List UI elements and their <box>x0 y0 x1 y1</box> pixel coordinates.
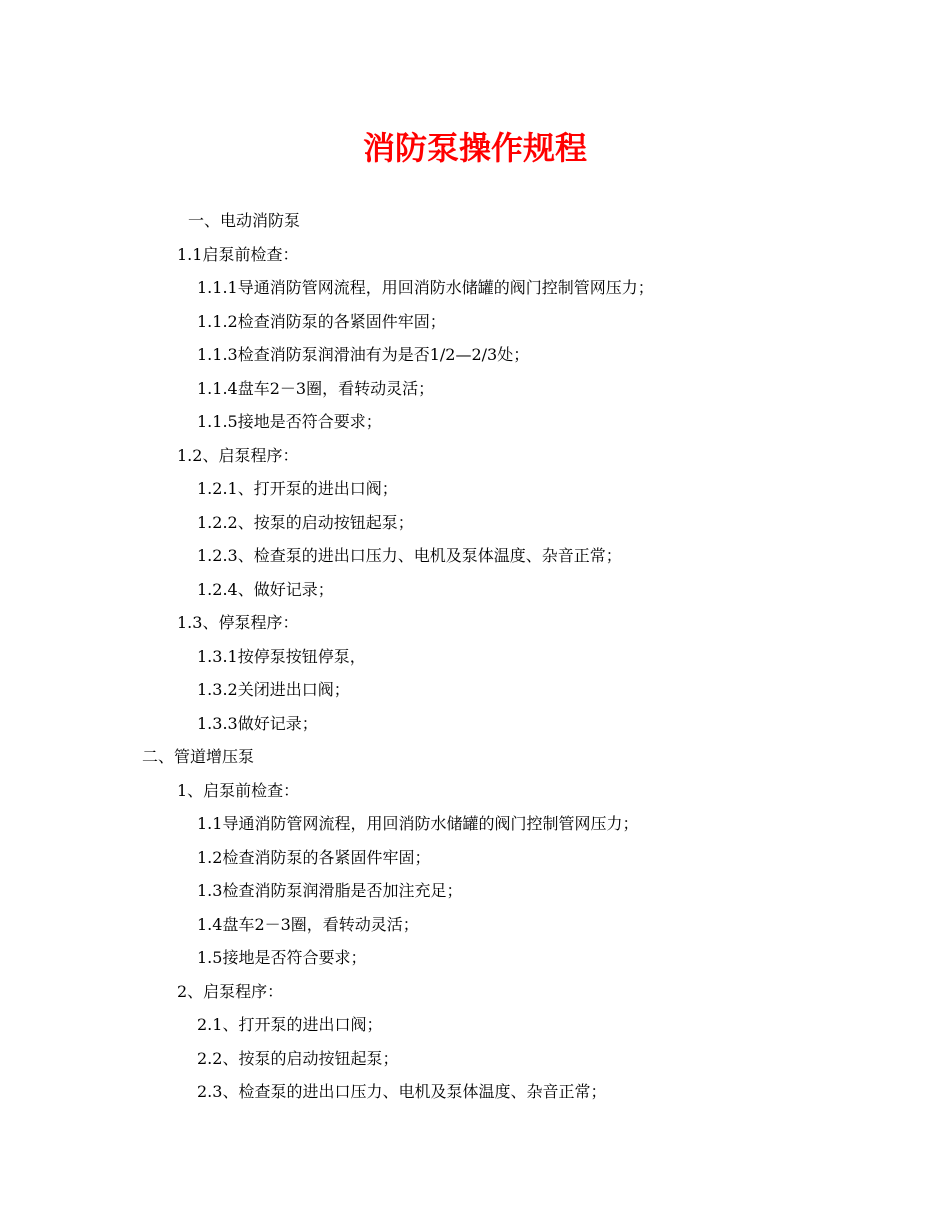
list-item: 1.3.3做好记录； <box>197 713 318 733</box>
list-item: 1.2.1、打开泵的进出口阀； <box>197 479 398 498</box>
section-heading: 二、管道增压泵 <box>142 747 255 766</box>
list-item: 1.2检查消防泵的各紧固件牢固； <box>197 847 431 867</box>
list-item: 2.1、打开泵的进出口阀； <box>197 1015 383 1034</box>
list-item: 2.3、检查泵的进出口压力、电机及泵体温度、杂音正常； <box>197 1082 607 1101</box>
list-item: 1.1.5接地是否符合要求； <box>197 412 382 431</box>
section-heading: 1.2、启泵程序： <box>177 445 299 465</box>
list-item: 1.1导通消防管网流程，用回消防水储罐的阀门控制管网压力； <box>197 814 639 833</box>
list-item: 1.1.3检查消防泵润滑油有为是否1/2—2/3处； <box>197 345 530 364</box>
section-heading: 1.1启泵前检查： <box>177 244 299 264</box>
list-item: 2.2、按泵的启动按钮起泵； <box>197 1048 399 1068</box>
list-item: 1.1.4盘车2－3圈，看转动灵活； <box>197 378 435 398</box>
section-heading: 1、启泵前检查： <box>177 780 300 800</box>
list-item: 1.5接地是否符合要求； <box>197 948 367 967</box>
list-item: 1.1.2检查消防泵的各紧固件牢固； <box>197 311 446 331</box>
list-item: 1.2.3、检查泵的进出口压力、电机及泵体温度、杂音正常； <box>197 546 622 565</box>
document-title: 消防泵操作规程 <box>362 129 587 167</box>
section-heading: 1.3、停泵程序： <box>177 613 299 632</box>
list-item: 1.2.4、做好记录； <box>197 579 334 599</box>
document-body <box>0 204 950 1109</box>
section-heading: 2、启泵程序： <box>177 981 284 1001</box>
list-item: 1.3检查消防泵润滑脂是否加注充足； <box>197 881 463 900</box>
list-item: 1.4盘车2－3圈，看转动灵活； <box>197 914 419 934</box>
section-heading: 一、电动消防泵 <box>188 211 301 230</box>
list-item: 1.3.2关闭进出口阀； <box>197 680 350 699</box>
list-item: 1.2.2、按泵的启动按钮起泵； <box>197 512 414 532</box>
list-item: 1.1.1导通消防管网流程，用回消防水储罐的阀门控制管网压力； <box>197 278 654 297</box>
list-item: 1.3.1按停泵按钮停泵， <box>197 646 366 666</box>
